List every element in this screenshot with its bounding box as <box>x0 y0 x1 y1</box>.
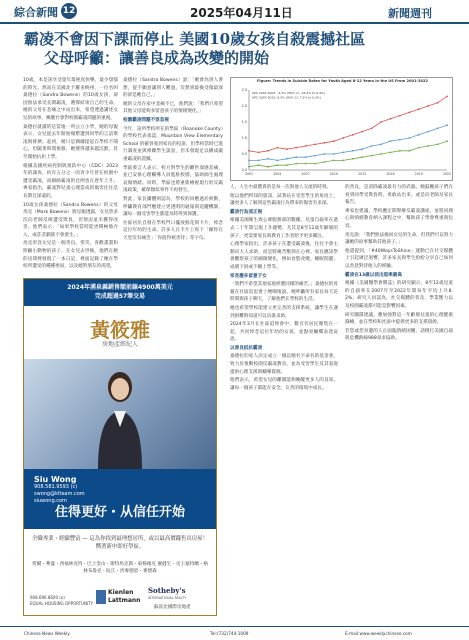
x-tick-label: 2022 <box>442 172 452 176</box>
data-point <box>324 153 326 155</box>
paragraph: 桑德拉（Sandra Bowens）說：「她會為別人著想，從不願意讓別人難過，沒想到最後受傷最深的卻是她自己。」 <box>123 78 223 99</box>
broker-sothebys: Sotheby's <box>148 586 186 595</box>
data-point <box>305 145 307 147</box>
data-point <box>399 115 401 117</box>
paragraph: 人，人生中最寶貴的是每一次與他人交流的時刻。 <box>230 185 332 190</box>
data-point <box>390 140 392 142</box>
data-point <box>267 150 269 152</box>
broker-1-line-2: Lattmann <box>108 597 141 604</box>
data-point <box>248 150 250 152</box>
chart-annotation: APC 2001-2007: -4.3% (95% CI: -25.4% to 6.4%) <box>252 91 325 95</box>
paragraph: 根據美國疾病控制與預防中心（CDC）2023年的調查，約有五分之一的青少年曾在校園中遭受霸凌，而網路霸凌的比例也在逐年上升。專家指出，霸凌對兒童心理造成的傷害往往是長期且深遠的。 <box>23 163 118 199</box>
data-point <box>427 105 429 107</box>
data-point <box>427 145 429 147</box>
series-line <box>249 96 447 152</box>
broker-1-line-1: Kienlen <box>108 589 134 596</box>
suicide-rate-chart <box>230 77 453 181</box>
data-point <box>333 140 335 142</box>
y-tick-label: 0.5 <box>241 152 247 156</box>
data-point <box>295 156 297 158</box>
data-point <box>408 112 410 114</box>
x-tick-label: 2016 <box>386 172 395 176</box>
data-point <box>324 142 326 144</box>
data-point <box>286 158 288 160</box>
equal-housing-label: EQUAL HOUSING OPPORTUNITY <box>30 601 94 606</box>
x-tick-label: 2007 <box>301 172 310 176</box>
data-point <box>324 161 326 163</box>
data-point <box>314 163 316 165</box>
data-point <box>380 144 382 146</box>
agent-name-english: Siu Wong <box>34 475 77 484</box>
article-column-2 <box>123 77 223 274</box>
data-point <box>276 160 278 162</box>
paragraph: 社區居民自發在學校門口擺放鮮花與卡片，悼念這位年幼的生命。許多人在卡片上寫下「願你在天堂沒有痛苦」「你值得被善待」等字句。 <box>123 220 223 241</box>
subheading: 霸凌在13歲以前出現率最高 <box>345 272 402 278</box>
data-point <box>314 144 316 146</box>
paragraph: 學區發言人表示，校方對學生的離世深感悲痛，並已安排心理輔導人員進駐校園，協助師生處理哀傷情緒。同時，學區也將重新檢視現行的反霸凌政策，確保類似事件不再發生。 <box>123 165 223 194</box>
data-point <box>248 166 250 168</box>
agent-portrait-icon <box>94 367 146 469</box>
agent-contact-block <box>24 469 216 529</box>
data-point <box>258 160 260 162</box>
broker-sothebys-subtitle: INTERNATIONAL REALTY <box>148 596 187 600</box>
paragraph: 的善良，是消除霸凌最有力的武器。她鼓勵孩子們在看到同學受欺負時，勇敢站出來，或是向老師及家長報告。 <box>345 185 453 206</box>
data-point <box>276 147 278 149</box>
article-headline <box>24 30 454 68</box>
paragraph: 根據美國衛生與公眾服務部的數據，兒童自殺率在過去二十年間呈現上升趨勢，尤其是8至12歲年齡層的孩子，更需要家長與教育工作者給予更多關注。 <box>230 218 338 239</box>
data-point <box>258 164 260 166</box>
data-point <box>399 150 401 152</box>
footer-email[interactable]: E-mail:www.weeklychinese.com <box>345 631 412 636</box>
data-point <box>352 158 354 160</box>
data-point <box>361 148 363 150</box>
chart-title: Figure: Trends in Suicide Rates for Youth Aged 8-12 Years in the US From 2001-2022 <box>256 79 429 83</box>
data-point <box>399 139 401 141</box>
data-point <box>342 160 344 162</box>
office-info <box>30 595 93 607</box>
chart-annotation: APC 2007-2022: 8.2% (95% CI: 7.2% to 9.3%) <box>252 95 321 100</box>
agent-role: 房地產經紀人 <box>101 341 138 348</box>
paragraph: 今年，該所學校所在的學區（Roanoke County）的學校代表承認，Mountain View Elementary School 的確曾收到家長的投訴，但學校當時已進行調查並與相關學生談話，但未發現足以構成嚴重霸凌的證據。 <box>123 126 223 162</box>
data-point <box>408 137 410 139</box>
data-point <box>314 155 316 157</box>
page-footer <box>0 626 469 640</box>
data-point <box>418 134 420 136</box>
data-point <box>427 131 429 133</box>
paragraph: 他還提到，「#40WaysToShine」運動已在社交媒體上引起廣泛迴響，許多家長與學生紛紛分享自己如何以善意對待他人的經驗。 <box>345 248 453 269</box>
data-point <box>342 137 344 139</box>
agent-photo <box>24 359 216 469</box>
data-point <box>361 131 363 133</box>
agent-email[interactable]: swong@klteam.com <box>34 491 85 497</box>
ad-slogan: 住得更好・从信任开始 <box>54 505 185 520</box>
data-point <box>408 150 410 152</box>
ad-description: 全職專業・經驗豐富 — 這為你找到最理想居所，或以最高價錢售出房屋！嚮著新申即好學區。 <box>32 536 208 550</box>
y-tick-label: 1.5 <box>241 120 247 124</box>
page-header <box>0 0 469 24</box>
agent-website[interactable]: siuwong.com <box>34 498 67 504</box>
paragraph: 她也希望學校能建立更完善的支援系統，讓學生在遇到困難時知道可以向誰求助。 <box>230 305 338 319</box>
article-column-4 <box>345 184 453 620</box>
agent-name-chinese: 黃筱雅 <box>90 318 150 342</box>
data-point <box>446 140 448 142</box>
data-point <box>390 118 392 120</box>
paragraph: 他們表示，希望女兒的離開能夠喚醒更多人的良知，讓每一個孩子都能在安全、友善的環境中成長。 <box>230 378 338 391</box>
ad-banner-line-1: 2024年湧泉縣銷售額前線4900萬美元 <box>67 284 173 291</box>
subheading: 校園霸凌問題不容忽視 <box>123 117 169 123</box>
broker-sothebys-chinese: 蘇富比國際房地產 <box>154 605 191 610</box>
paragraph: 2024年3月在社區追悼會中，數百名居民聚集在一起，共同悼念這位年幼的女孩，並點亮蠟燭表達哀思。 <box>230 322 338 343</box>
data-point <box>371 155 373 157</box>
data-point <box>380 153 382 155</box>
article-column-1 <box>23 77 118 274</box>
data-point <box>371 145 373 147</box>
data-point <box>437 128 439 130</box>
x-tick-label: 2010 <box>329 172 338 176</box>
data-point <box>305 163 307 165</box>
paragraph: 「我們不希望其他家庭經歷同樣的痛苦。」桑德拉的母親在社區追思會上哽咽地說。她呼籲所有家長每天花時間與孩子聊天，了解他們在學校的生活。 <box>230 282 338 303</box>
x-tick-label: 2001 <box>244 172 254 176</box>
data-point <box>258 152 260 154</box>
paragraph: 她的父母在家中悲痛不已，他們說：「我們只希望其他父母能夠多留意孩子的情緒變化。」 <box>123 101 223 115</box>
data-point <box>286 164 288 166</box>
y-tick-label: 1.0 <box>241 136 247 140</box>
masthead: 綜合新聞 <box>14 6 58 19</box>
data-point <box>342 152 344 154</box>
data-point <box>333 153 335 155</box>
ad-footer <box>30 585 210 613</box>
subheading: 以善良抵抗霸凌 <box>230 345 263 351</box>
paragraph: 研究團隊建議，應加強對這一年齡層兒童的心理健康篩檢，並在學校和社區中提供更多的支援資源。 <box>345 312 453 326</box>
data-point <box>418 147 420 149</box>
data-point <box>267 158 269 160</box>
paragraph: 對此，家長團體則認為，學校的回應過於被動，呼籲教育部門應建立更透明的通報與追蹤機制，讓每一個受害學生都能及時得到保護。 <box>123 196 223 218</box>
data-point <box>276 164 278 166</box>
ad-banner-line-2: 完成超過57筆交易 <box>94 293 146 300</box>
data-point <box>352 150 354 152</box>
x-tick-label: 2019 <box>414 172 423 176</box>
subheading: 霸凌行為須正視 <box>230 209 263 215</box>
real-estate-ad <box>23 278 217 616</box>
headline-line-2: 父母呼籲：讓善良成為改變的開始 <box>44 49 270 67</box>
paragraph: 若您或您身邊的人正面臨情緒困擾，請撥打美國自殺與危機熱線988尋求協助。 <box>345 328 453 342</box>
page-number: 12 <box>61 3 77 19</box>
office-phone[interactable]: 908.696.8600 (o) <box>30 595 65 600</box>
series-line <box>249 125 447 160</box>
paragraph: 桑德拉就讀的是當地一所公立小學，她的母親表示，女兒從去年開始頻繁遭到同學的言語欺凌與排擠。起初，她只是偶爾提起在學校不開心，但隨著時間推移，她變得越來越沉默，甚至開始抗拒上學。 <box>23 124 118 160</box>
data-point <box>446 124 448 126</box>
issue-date: 2025年04月11日 <box>190 6 293 20</box>
y-tick-label: 2.5 <box>241 88 247 92</box>
data-point <box>286 148 288 150</box>
series-line <box>249 141 447 167</box>
data-point <box>390 152 392 154</box>
data-point <box>437 144 439 146</box>
data-point <box>295 147 297 149</box>
broker-kienlen-lattmann <box>108 589 140 605</box>
data-point <box>295 163 297 165</box>
paragraph: 專家也建議，學校應定期舉辦反霸凌講座，並將同理心與情緒教育納入課程之中，幫助孩子學會尊重與包容。 <box>345 208 453 229</box>
footer-publication: Chinese News Weekly <box>24 631 70 636</box>
data-point <box>418 108 420 110</box>
data-point <box>248 160 250 162</box>
footer-phone: Tel:(732)744-1009 <box>210 631 249 636</box>
agent-phone[interactable]: 908.581.9593 (c) <box>34 484 78 490</box>
data-point <box>437 102 439 104</box>
data-point <box>267 166 269 168</box>
x-tick-label: 2004 <box>273 172 282 176</box>
kienlen-logo-icon <box>96 590 106 604</box>
paragraph: 心理學家指出，許多孩子在遭受霸凌後，往往不會主動向大人求助，而是將痛苦壓抑在心裡。家長應該學會觀察孩子的細微變化，例如食慾改變、睡眠問題、成績下滑或不願上學等。 <box>230 242 338 270</box>
data-point <box>361 156 363 158</box>
x-tick-label: 2013 <box>358 172 367 176</box>
ad-service-areas: 愛爾・華盛・西福林克特・巴士金山・斯特馬克斯・東格維克 慶健生・史王福特蘭・格林布魯克・阮丘・西麥德恩・麥德森 <box>31 562 209 574</box>
ad-banner <box>24 279 216 306</box>
headline-line-1: 霸凌不會因下課而停止 美國10歲女孩自殺震撼社區 <box>24 30 366 48</box>
paragraph: 他以他們所知的資訊，試著站在受害學生的角度上，讓更多人了解到這些霸凌行為帶來的傷害有多深。 <box>230 193 338 207</box>
paragraph: 根據《美國醫學會雜誌》的研究顯示，8至12歲兒童的自殺率在2007年至2022年間每年平均上升8.2%。研究人員認為，社交媒體的普及、學業壓力以及校園霸凌都可能是影響因素。 <box>345 281 453 309</box>
data-point <box>446 96 448 98</box>
data-point <box>305 156 307 158</box>
data-point <box>333 160 335 162</box>
article-column-3 <box>230 184 338 620</box>
chart-plot <box>231 78 454 182</box>
y-tick-label: 0.0 <box>241 168 247 172</box>
subheading: 家長應多留意子女 <box>230 273 267 279</box>
paragraph: 馬克形容女兒是一個善良、愛笑、喜歡畫畫和照顧小動物的孩子。在女兒去世後，他們在她的房間裡發現了一本日記，裡面記錄了她在學校所遭受的種種委屈，以及她對朋友的渴望。 <box>23 241 118 270</box>
data-point <box>380 121 382 123</box>
section-title: 新聞週刊 <box>388 7 432 20</box>
paragraph: 桑德拉的家人決定成立一個以她名字命名的基金會，致力於推動校園反霸凌教育，並為受害學生及其家庭提供心理支援與輔導資源。 <box>230 354 338 375</box>
data-point <box>371 128 373 130</box>
y-tick-label: 2.0 <box>241 104 247 108</box>
paragraph: 10歲女孩桑德拉（Sandra Bowens）的父母馬克（Mark Bowens）與母親透露，女兒曾多次向老師反映遭受欺負，但情況並未獲得改善。他們表示：「如果學校當時能更積極地介入，或許悲劇就不會發生。」 <box>23 202 118 238</box>
paragraph: 10歲，本是該享受童年最純真快樂、最少煩惱的時光。然而在美國北卡羅來納州，一位名叫桑德拉（Sandra Bowens）的10歲女孩，卻因無法承受長期霸凌，選擇結束自己的生命。她的父母在悲痛之中站出來，希望透過講述女兒的故事，喚醒社會對校園霸凌問題的重視。 <box>23 78 118 121</box>
data-point <box>352 134 354 136</box>
paragraph: 馬克說：「我們無法挽回女兒的生命，但我們可以努力讓她的故事幫助其他孩子。」 <box>345 232 453 246</box>
